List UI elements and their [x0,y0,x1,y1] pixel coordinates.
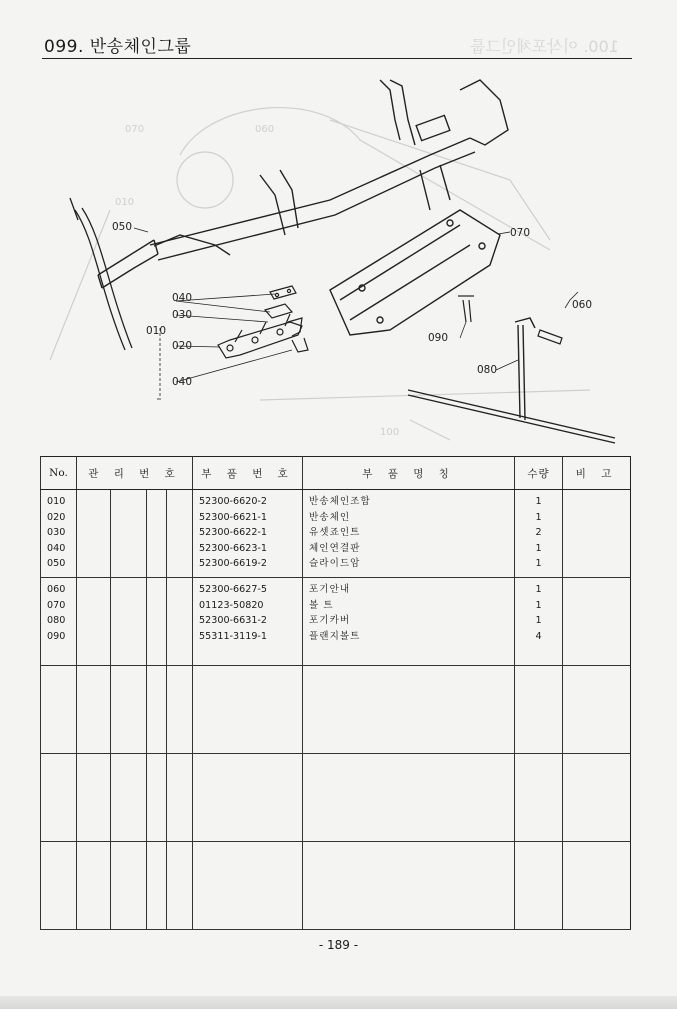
management-cell [167,578,193,666]
page-number: - 189 - [318,938,359,952]
management-cell [147,666,167,754]
quantity-cell [515,666,563,754]
header-management-number: 관 리 번 호 [77,457,193,490]
management-cell [111,842,147,930]
quantity-cell [515,842,563,930]
bolt-070 [538,330,562,344]
quantity: 1 [535,584,542,595]
management-cell [111,578,147,666]
quantity: 2 [535,527,542,538]
scan-edge-band [0,996,677,1009]
management-cell [167,666,193,754]
callout-020: 020 [172,340,193,352]
remarks-cell [563,578,631,666]
no-value: 070 [47,599,66,611]
bleed-through-ghost-drawing [50,108,593,440]
part-name-cell [303,490,515,578]
part-name-cell [303,578,515,666]
header-part-name: 부 품 명 칭 [303,457,515,490]
no-value: 040 [47,542,66,554]
part-name: 반송체인 [309,511,351,523]
remarks-cell [563,754,631,842]
header-quantity: 수량 [515,457,563,490]
management-cell [167,842,193,930]
management-cell [147,754,167,842]
header-remarks: 비 고 [563,457,631,490]
remarks-cell [563,666,631,754]
callout-080: 070 [510,227,531,239]
part-number: 52300-6620-2 [199,496,267,507]
part-number: 52300-6619-2 [199,558,267,569]
page-title: 099. 반송체인그룹 [44,37,192,57]
part-number: 55311-3119-1 [199,630,267,642]
callout-070: 060 [572,299,593,311]
remarks-cell [563,490,631,578]
bleed-through-title: 100. 이삭포체인그룹 [470,37,619,56]
table-row-group [41,578,631,666]
no-value: 090 [47,630,66,642]
part-name: 플랜지볼트 [309,630,361,642]
callout-060: 080 [477,364,498,376]
main-frame [150,80,508,260]
quantity-cell [515,490,563,578]
management-cell [167,754,193,842]
part-number-cell [193,754,303,842]
no-value: 050 [47,558,66,569]
bolt-090 [458,296,474,322]
ghost-callout: 010 [115,197,135,208]
part-number-cell [193,666,303,754]
part-name-cell [303,754,515,842]
header-part-number: 부 품 번 호 [193,457,303,490]
management-cell [77,578,111,666]
no-value: 030 [47,527,66,538]
part-number: 52300-6623-1 [199,542,267,554]
part-number-cell [193,842,303,930]
part-name: 포기안내 [309,584,351,595]
management-cell [167,490,193,578]
quantity: 1 [535,511,542,523]
part-number-cell [193,578,303,666]
conveyor-chain-020 [218,314,302,358]
header-no: No. [41,457,77,490]
exploded-parts-diagram [30,60,630,450]
callout-040: 040 [172,292,193,304]
callout-050: 050 [112,221,133,233]
management-cell [111,754,147,842]
part-name-cell [303,842,515,930]
title-rule [42,58,632,59]
management-cell [77,754,111,842]
no-cell [41,754,77,842]
callout-030: 030 [172,309,193,321]
management-cell [147,490,167,578]
no-value: 080 [47,615,66,626]
quantity: 1 [535,558,542,569]
management-cell [77,842,111,930]
slide-arm-050 [98,235,230,288]
no-cell [41,842,77,930]
management-cell [77,666,111,754]
table-header-row [41,457,631,490]
table-row-group-empty [41,754,631,842]
part-name: 포기카버 [309,615,351,626]
table-row-group [41,490,631,578]
no-cell [41,666,77,754]
part-name: 유셋죠인트 [309,527,361,538]
part-name: 볼 트 [309,599,334,611]
management-cell [147,842,167,930]
part-number: 01123-50820 [199,599,264,611]
part-number: 52300-6631-2 [199,615,267,626]
part-name-cell [303,666,515,754]
management-cell [77,490,111,578]
part-number-cell [193,490,303,578]
part-name: 슬라이드암 [309,558,361,569]
part-name: 체인연결판 [309,542,361,554]
no-value: 010 [47,496,66,507]
ghost-callout: 100 [380,427,400,438]
table-row-group-empty [41,666,631,754]
part-number: 52300-6622-1 [199,527,267,538]
callout-010: 010 [146,325,167,337]
part-name: 반송체인조합 [309,496,371,507]
management-cell [111,490,147,578]
table-row-group-empty [41,842,631,930]
quantity-cell [515,754,563,842]
part-number: 52300-6627-5 [199,584,267,595]
quantity: 1 [535,496,542,507]
no-cell [41,490,77,578]
management-cell [147,578,167,666]
remarks-cell [563,842,631,930]
no-value: 060 [47,584,66,595]
callout-040-lower: 040 [172,376,193,388]
parts-table [40,456,631,930]
no-cell [41,578,77,666]
quantity: 1 [535,615,542,626]
crop-cover-080 [330,210,500,335]
ghost-callout: 060 [255,124,275,135]
quantity-cell [515,578,563,666]
ghost-callout: 070 [125,124,145,135]
quantity: 1 [535,542,542,554]
management-cell [111,666,147,754]
leader-lines [134,228,578,400]
part-number: 52300-6621-1 [199,511,267,523]
no-value: 020 [47,511,66,523]
quantity: 4 [535,630,542,642]
callout-090: 090 [428,332,449,344]
quantity: 1 [535,599,542,611]
